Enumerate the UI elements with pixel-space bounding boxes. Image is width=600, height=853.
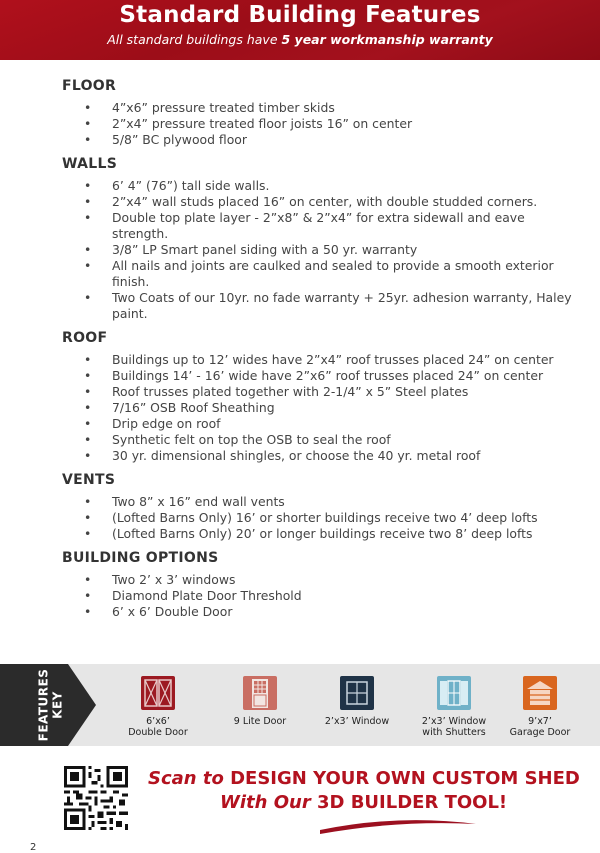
page-subtitle bbox=[0, 32, 600, 47]
list-item: • Two 8” x 16” end wall vents bbox=[62, 494, 582, 510]
double-door-icon bbox=[141, 676, 175, 710]
garage-door-icon bbox=[523, 676, 557, 710]
section-building-options bbox=[62, 550, 582, 620]
list-item: • Drip edge on roof bbox=[62, 416, 582, 432]
section-roof bbox=[62, 330, 582, 464]
cta-line2-bold: 3D BUILDER TOOL! bbox=[316, 792, 508, 813]
feature-label-line1: 2’x3’ Window bbox=[324, 716, 390, 727]
cta-line1 bbox=[148, 768, 580, 789]
list-item: • Two Coats of our 10yr. no fade warranty + 25yr. adhesion warranty, Haley paint. bbox=[62, 290, 582, 322]
feature-list bbox=[62, 78, 582, 628]
list-item: • 2”x4” wall studs placed 16” on center, with double studded corners. bbox=[62, 194, 582, 210]
list-item: • Two 2’ x 3’ windows bbox=[62, 572, 582, 588]
header-banner bbox=[0, 0, 600, 60]
subtitle-warranty: 5 year workmanship warranty bbox=[281, 32, 493, 47]
list-item: • Buildings up to 12’ wides have 2”x4” roof trusses placed 24” on center bbox=[62, 352, 582, 368]
feature-garage-door bbox=[504, 676, 576, 738]
section-floor bbox=[62, 78, 582, 148]
feature-nine-lite-door bbox=[224, 676, 296, 727]
features-key-label bbox=[28, 664, 72, 746]
section-walls bbox=[62, 156, 582, 322]
list-item: • Roof trusses plated together with 2-1/4” x 5” Steel plates bbox=[62, 384, 582, 400]
list-item: • 30 yr. dimensional shingles, or choose the 40 yr. metal roof bbox=[62, 448, 582, 464]
key-label-line1: FEATURES bbox=[36, 668, 51, 742]
feature-label-line2: Double Door bbox=[128, 727, 188, 738]
cta-line1-bold: DESIGN YOUR OWN CUSTOM SHED bbox=[230, 768, 580, 789]
swoosh-underline-icon bbox=[318, 816, 478, 836]
feature-label-line1: 6’x6’ bbox=[146, 716, 170, 727]
shutter-window-icon bbox=[437, 676, 471, 710]
section-title: WALLS bbox=[62, 156, 118, 172]
list-item: • Double top plate layer - 2”x8” & 2”x4” for extra sidewall and eave strength. bbox=[62, 210, 582, 242]
cta-line2-italic: With Our bbox=[220, 792, 317, 813]
feature-double-door bbox=[120, 676, 196, 738]
feature-label-line2: Garage Door bbox=[509, 727, 571, 738]
key-label-line2: KEY bbox=[50, 691, 65, 719]
section-title: ROOF bbox=[62, 330, 108, 346]
section-title: FLOOR bbox=[62, 78, 117, 94]
cta-line2 bbox=[220, 792, 507, 813]
section-title: BUILDING OPTIONS bbox=[62, 550, 219, 566]
list-item: • Diamond Plate Door Threshold bbox=[62, 588, 582, 604]
list-item: • 7/16” OSB Roof Sheathing bbox=[62, 400, 582, 416]
qr-code-icon[interactable] bbox=[64, 766, 128, 830]
nine-lite-door-icon bbox=[243, 676, 277, 710]
feature-label-line1: 9 Lite Door bbox=[233, 716, 287, 727]
subtitle-text: All standard buildings have bbox=[107, 32, 282, 47]
cta-line1-italic: Scan to bbox=[148, 768, 231, 789]
list-item: • 6’ x 6’ Double Door bbox=[62, 604, 582, 620]
window-icon bbox=[340, 676, 374, 710]
section-vents bbox=[62, 472, 582, 542]
feature-window-with-shutters bbox=[416, 676, 492, 738]
list-item: • 2”x4” pressure treated floor joists 16” on center bbox=[62, 116, 582, 132]
list-item: • (Lofted Barns Only) 20’ or longer buildings receive two 8’ deep lofts bbox=[62, 526, 582, 542]
feature-label-line1: 2’x3’ Window bbox=[421, 716, 487, 727]
feature-label-line2: with Shutters bbox=[422, 727, 486, 738]
list-item: • All nails and joints are caulked and sealed to provide a smooth exterior finish. bbox=[62, 258, 582, 290]
list-item: • 4”x6” pressure treated timber skids bbox=[62, 100, 582, 116]
list-item: • 5/8” BC plywood floor bbox=[62, 132, 582, 148]
list-item: • Synthetic felt on top the OSB to seal the roof bbox=[62, 432, 582, 448]
page-number: 2 bbox=[30, 842, 37, 853]
list-item: • 3/8” LP Smart panel siding with a 50 yr. warranty bbox=[62, 242, 582, 258]
page-title: Standard Building Features bbox=[119, 2, 481, 28]
list-item: • 6’ 4” (76”) tall side walls. bbox=[62, 178, 582, 194]
list-item: • (Lofted Barns Only) 16’ or shorter buildings receive two 4’ deep lofts bbox=[62, 510, 582, 526]
feature-label-line1: 9’x7’ bbox=[528, 716, 552, 727]
section-title: VENTS bbox=[62, 472, 116, 488]
list-item: • Buildings 14’ - 16’ wide have 2”x6” roof trusses placed 24” on center bbox=[62, 368, 582, 384]
feature-window bbox=[322, 676, 392, 727]
